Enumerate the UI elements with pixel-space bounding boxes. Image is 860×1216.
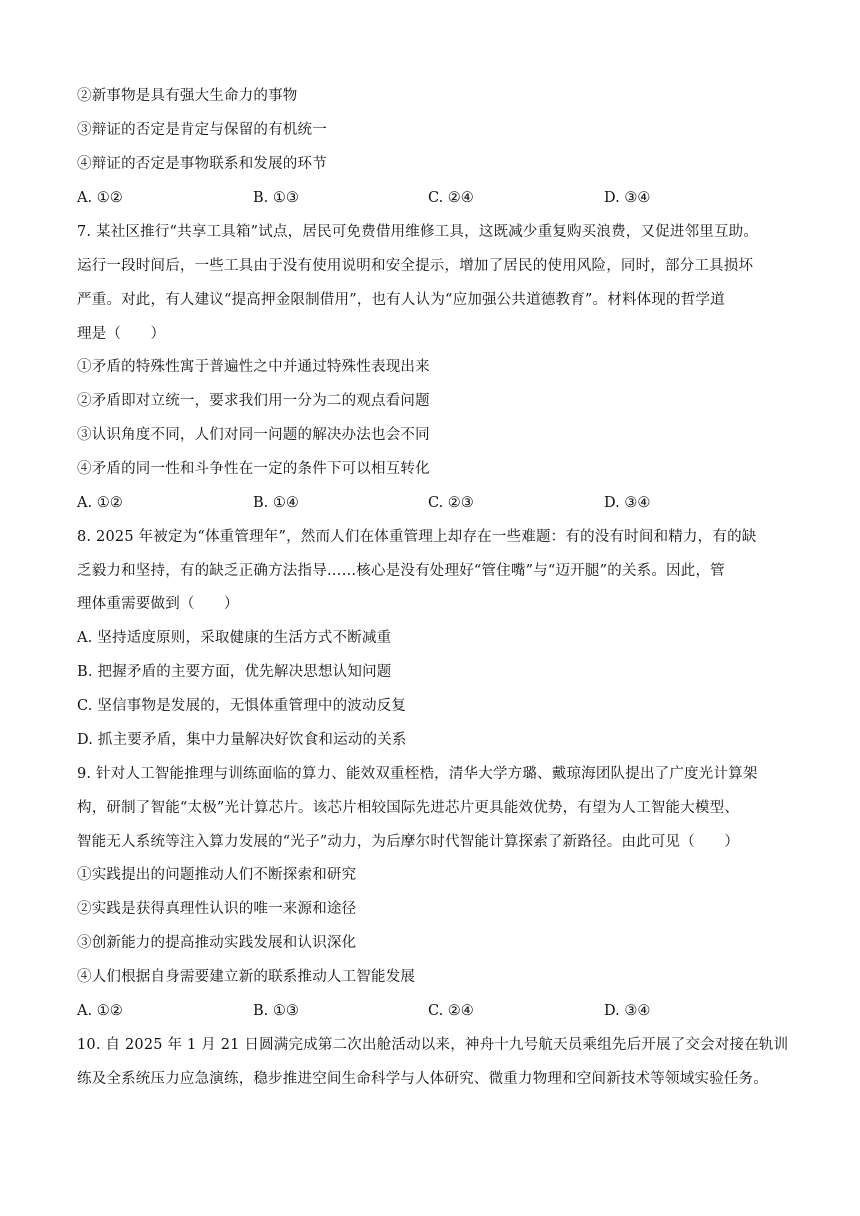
q9-statement-1: ①实践提出的问题推动人们不断探索和研究 bbox=[77, 867, 357, 883]
q9-option-b: B. ①③ bbox=[253, 1003, 299, 1019]
q9-statement-4: ④人们根据自身需要建立新的联系推动人工智能发展 bbox=[77, 969, 416, 985]
q9-options bbox=[77, 1001, 793, 1021]
q7-stem-line: 7. 某社区推行“共享工具箱”试点，居民可免费借用维修工具，这既减少重复购买浪费，又促进邻里互助。 bbox=[77, 224, 759, 240]
q6-option-b: B. ①③ bbox=[253, 190, 299, 206]
q8-stem-line: 8. 2025 年被定为“体重管理年”，然而人们在体重管理上却存在一些难题：有的没有时间和精力，有的缺 bbox=[77, 529, 757, 545]
q8-stem-line: 乏毅力和坚持，有的缺乏正确方法指导……核心是没有处理好“管住嘴”与“迈开腿”的关系。因此，管 bbox=[77, 563, 725, 579]
q8-stem-line: 理体重需要做到（ ） bbox=[77, 596, 239, 612]
q6-option-c: C. ②④ bbox=[428, 190, 474, 206]
q7-statement-2: ②矛盾即对立统一，要求我们用一分为二的观点看问题 bbox=[77, 393, 430, 409]
q9-option-d: D. ③④ bbox=[604, 1003, 651, 1019]
q9-stem-line: 构，研制了智能“太极”光计算芯片。该芯片相较国际先进芯片更具能效优势，有望为人工智能大模型、 bbox=[77, 800, 740, 816]
q6-options bbox=[77, 188, 793, 208]
q8-option-c: C. 坚信事物是发展的，无惧体重管理中的波动反复 bbox=[77, 698, 407, 714]
q6-statement-3: ③辩证的否定是肯定与保留的有机统一 bbox=[77, 122, 327, 138]
q10-stem-line: 10. 自 2025 年 1 月 21 日圆满完成第二次出舱活动以来，神舟十九号航天员乘组先后开展了交会对接在轨训 bbox=[77, 1037, 789, 1053]
q7-stem-line: 严重。对此，有人建议“提高押金限制借用”，也有人认为“应加强公共道德教育”。材料体现的哲学道 bbox=[77, 292, 725, 308]
q10-stem-line: 练及全系统压力应急演练，稳步推进空间生命科学与人体研究、微重力物理和空间新技术等领域实验任务。 bbox=[77, 1071, 768, 1087]
q9-option-c: C. ②④ bbox=[428, 1003, 474, 1019]
q6-statement-2: ②新事物是具有强大生命力的事物 bbox=[77, 88, 298, 104]
q9-statement-2: ②实践是获得真理性认识的唯一来源和途径 bbox=[77, 901, 357, 917]
q7-option-a: A. ①② bbox=[77, 495, 123, 511]
q7-stem-line: 运行一段时间后，一些工具由于没有使用说明和安全提示，增加了居民的使用风险，同时，部分工具损坏 bbox=[77, 258, 754, 274]
q6-option-d: D. ③④ bbox=[604, 190, 651, 206]
q7-statement-1: ①矛盾的特殊性寓于普遍性之中并通过特殊性表现出来 bbox=[77, 359, 430, 375]
q7-option-d: D. ③④ bbox=[604, 495, 651, 511]
q9-stem-line: 9. 针对人工智能推理与训练面临的算力、能效双重桎梏，清华大学方璐、戴琼海团队提出了广度光计算架 bbox=[77, 766, 758, 782]
q7-option-b: B. ①④ bbox=[253, 495, 299, 511]
q7-options bbox=[77, 493, 793, 513]
q9-statement-3: ③创新能力的提高推动实践发展和认识深化 bbox=[77, 935, 357, 951]
q6-statement-4: ④辩证的否定是事物联系和发展的环节 bbox=[77, 156, 327, 172]
q7-statement-3: ③认识角度不同，人们对同一问题的解决办法也会不同 bbox=[77, 427, 430, 443]
q7-statement-4: ④矛盾的同一性和斗争性在一定的条件下可以相互转化 bbox=[77, 461, 430, 477]
q7-stem-line: 理是（ ） bbox=[77, 326, 166, 342]
q9-option-a: A. ①② bbox=[77, 1003, 123, 1019]
q6-option-a: A. ①② bbox=[77, 190, 123, 206]
q8-option-d: D. 抓主要矛盾，集中力量解决好饮食和运动的关系 bbox=[77, 732, 407, 748]
q8-option-a: A. 坚持适度原则，采取健康的生活方式不断减重 bbox=[77, 630, 392, 646]
q9-stem-line: 智能无人系统等注入算力发展的“光子”动力，为后摩尔时代智能计算探索了新路径。由此可见（ ） bbox=[77, 834, 740, 850]
q7-option-c: C. ②③ bbox=[428, 495, 474, 511]
q8-option-b: B. 把握矛盾的主要方面，优先解决思想认知问题 bbox=[77, 664, 392, 680]
